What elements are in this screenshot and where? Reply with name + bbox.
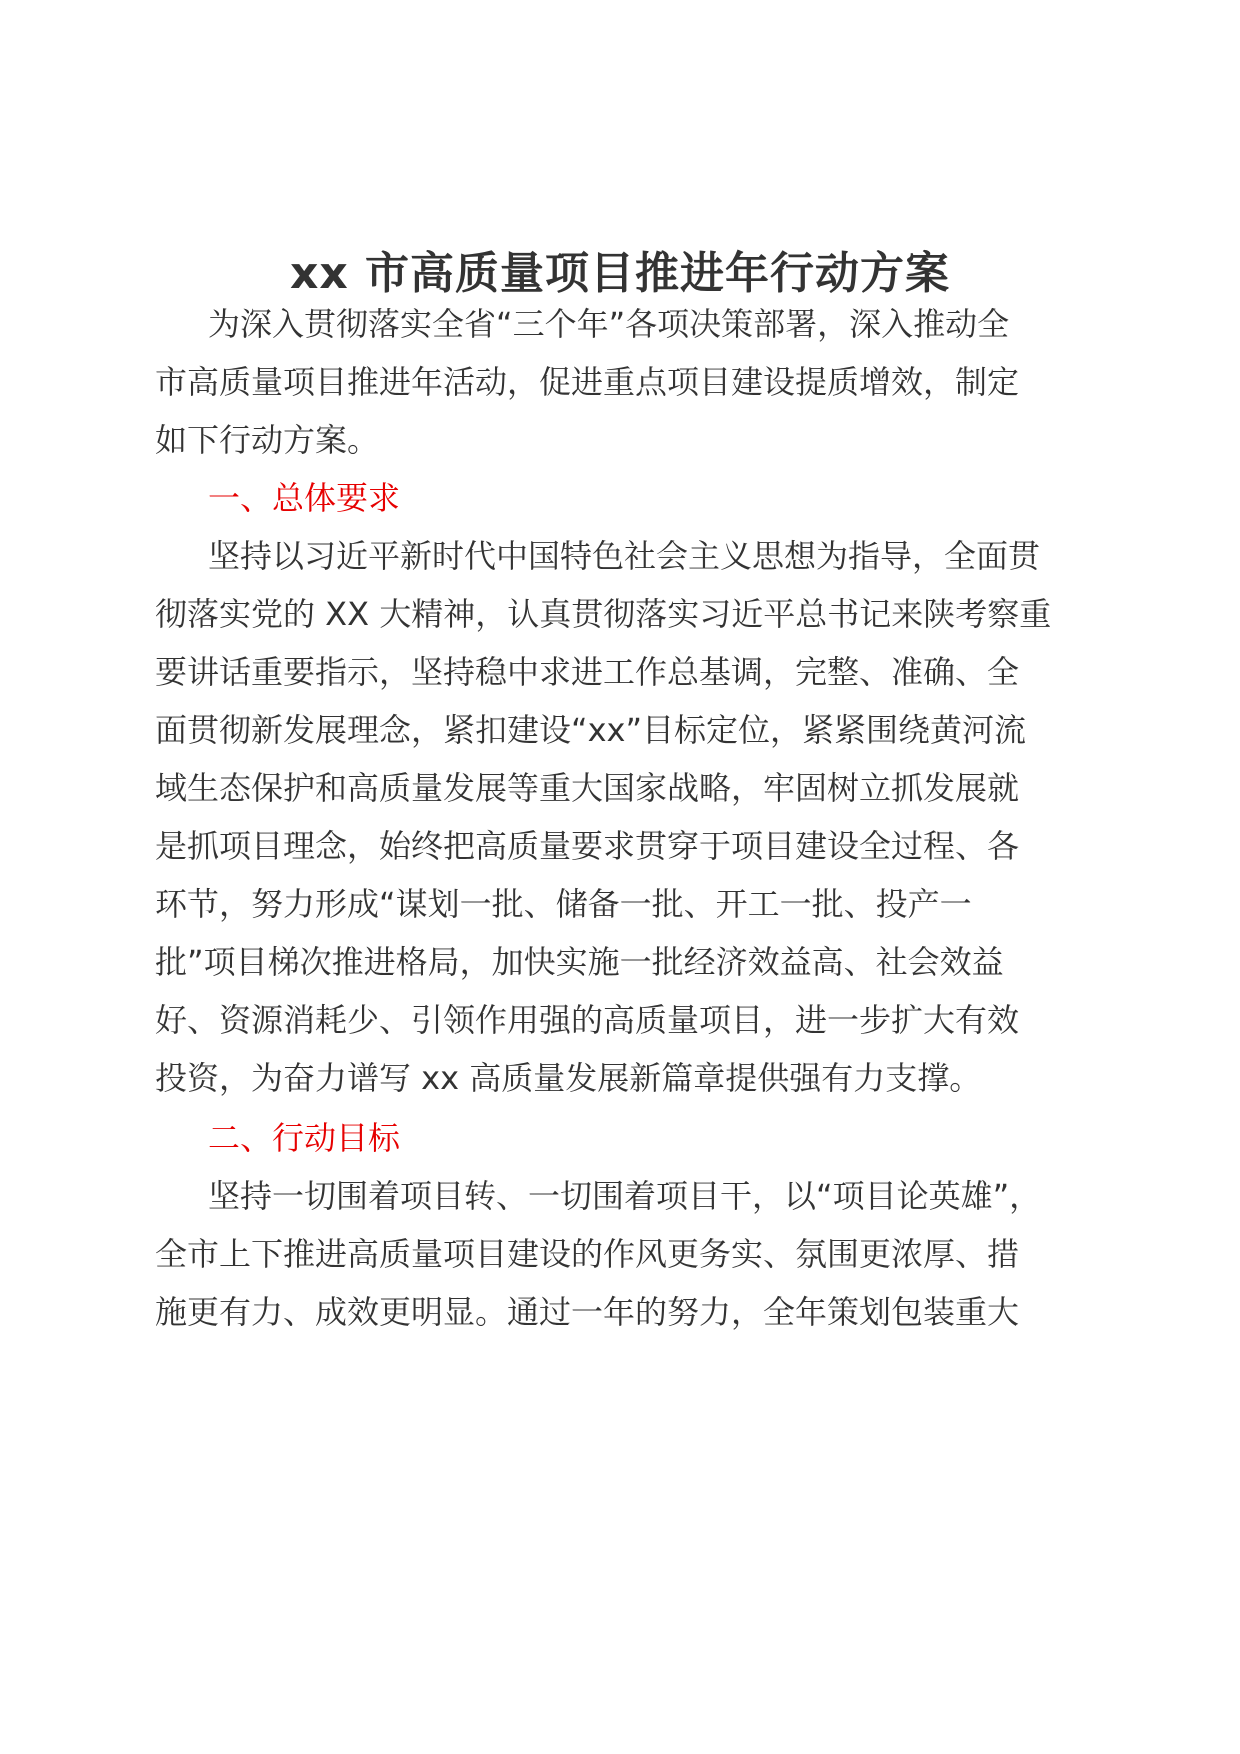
section1-line: 彻落实党的 XX 大精神，认真贯彻落实习近平总书记来陕考察重 — [155, 595, 1052, 633]
section1-line: 批”项目梯次推进格局，加快实施一批经济效益高、社会效益 — [155, 943, 1004, 981]
section1-line: 域生态保护和高质量发展等重大国家战略，牢固树立抓发展就 — [155, 769, 1020, 807]
section1-line: 坚持以习近平新时代中国特色社会主义思想为指导，全面贯 — [208, 537, 1041, 575]
intro-line: 市高质量项目推进年活动，促进重点项目建设提质增效，制定 — [155, 363, 1020, 401]
section2-line: 坚持一切围着项目转、一切围着项目干，以“项目论英雄”， — [208, 1177, 1042, 1215]
section1-line: 好、资源消耗少、引领作用强的高质量项目，进一步扩大有效 — [155, 1001, 1020, 1039]
section-heading-2: 二、行动目标 — [208, 1119, 401, 1157]
intro-line: 如下行动方案。 — [155, 421, 380, 459]
section1-line: 投资，为奋力谱写 xx 高质量发展新篇章提供强有力支撑。 — [155, 1059, 982, 1097]
section1-line: 环节，努力形成“谋划一批、储备一批、开工一批、投产一 — [155, 885, 972, 923]
section1-line: 是抓项目理念，始终把高质量要求贯穿于项目建设全过程、各 — [155, 827, 1020, 865]
section2-line: 施更有力、成效更明显。通过一年的努力，全年策划包装重大 — [155, 1293, 1020, 1331]
section1-line: 要讲话重要指示，坚持稳中求进工作总基调，完整、准确、全 — [155, 653, 1020, 691]
document-title: xx 市高质量项目推进年行动方案 — [289, 248, 951, 299]
intro-line: 为深入贯彻落实全省“三个年”各项决策部署，深入推动全 — [208, 305, 1010, 343]
section-heading-1: 一、总体要求 — [208, 479, 401, 517]
section1-line: 面贯彻新发展理念，紧扣建设“xx”目标定位，紧紧围绕黄河流 — [155, 711, 1027, 749]
section2-line: 全市上下推进高质量项目建设的作风更务实、氛围更浓厚、措 — [155, 1235, 1020, 1273]
